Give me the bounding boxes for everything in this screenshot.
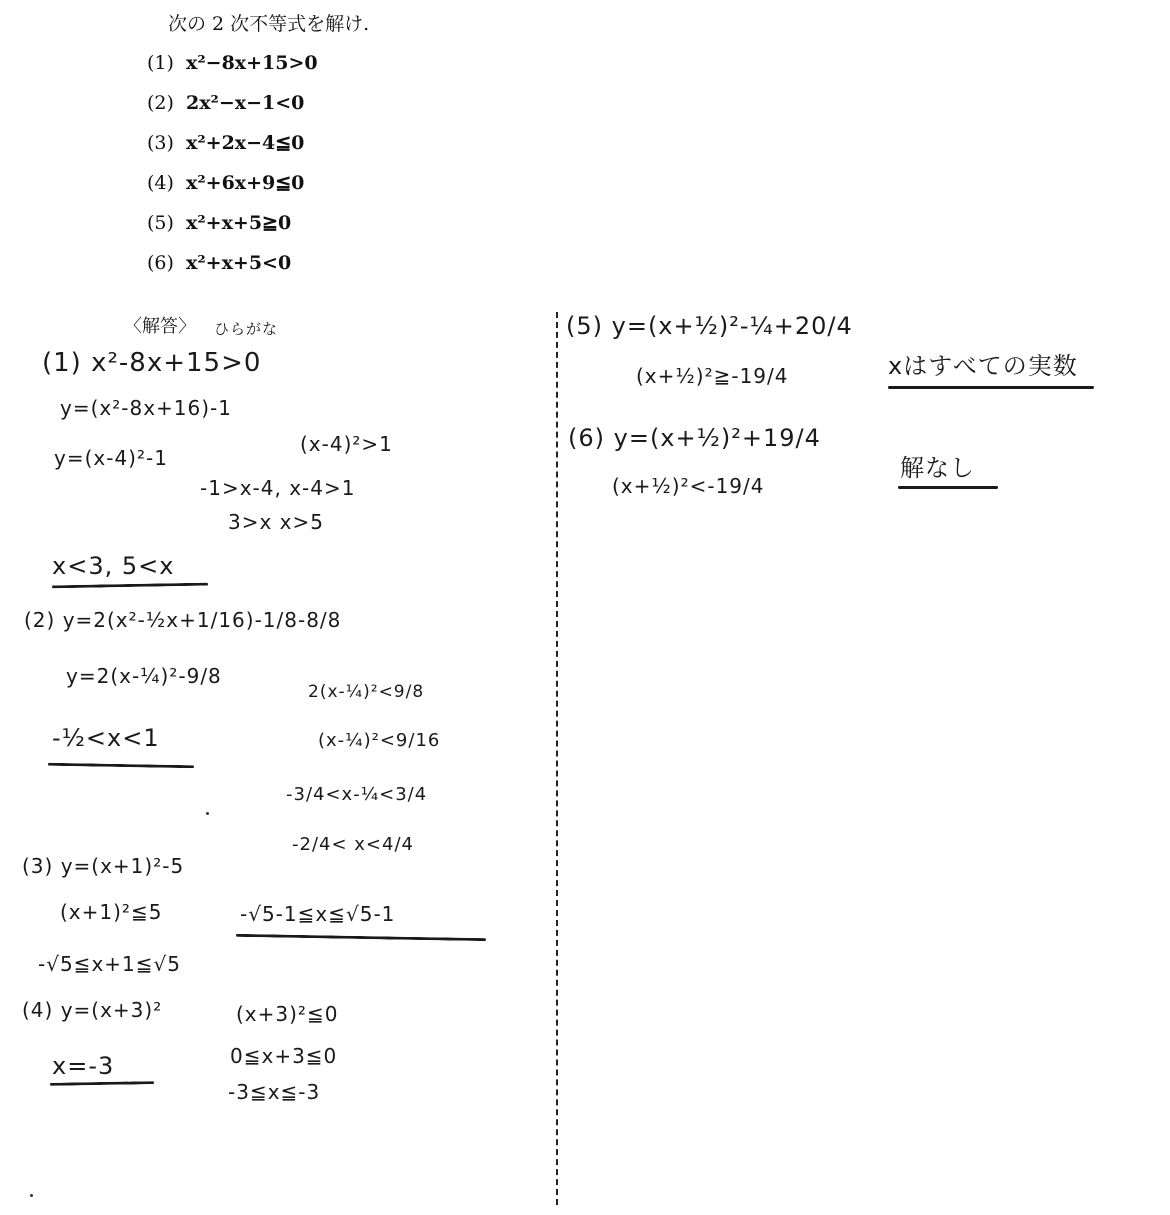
stray-dot: [206, 812, 209, 815]
p1-answer: x<3, 5<x: [52, 552, 175, 580]
problem-1-expression: x²−8x+15>0: [186, 52, 318, 74]
p2-line-5: -3/4<x-¼<3/4: [286, 784, 428, 805]
p2-answer: -½<x<1: [52, 724, 160, 752]
p4-line-3: 0≦x+3≦0: [230, 1044, 338, 1068]
p5-line-1: (5) y=(x+½)²-¼+20/4: [566, 312, 853, 340]
p2-line-1: (2) y=2(x²-½x+1/16)-1/8-8/8: [24, 608, 342, 632]
p3-answer-underline: [236, 934, 486, 941]
instruction-text: 次の 2 次不等式を解け.: [168, 13, 370, 35]
p4-answer-underline: [50, 1081, 154, 1086]
problem-6-expression: x²+x+5<0: [186, 252, 292, 274]
problem-3-number: (3): [147, 132, 174, 154]
stray-dot-bottom: [30, 1194, 33, 1197]
problem-3-expression: x²+2x−4≦0: [186, 132, 305, 154]
p6-answer-underline: [898, 486, 998, 489]
p3-line-1: (3) y=(x+1)²-5: [22, 854, 185, 878]
problem-4-expression: x²+6x+9≦0: [186, 172, 305, 194]
problem-6-number: (6): [147, 252, 174, 274]
problem-1-number: (1): [147, 52, 174, 74]
problem-2-expression: 2x²−x−1<0: [186, 92, 305, 114]
problem-5-expression: x²+x+5≧0: [186, 212, 292, 234]
p1-line-5: -1>x-4, x-4>1: [200, 476, 356, 500]
p1-line-1: (1) x²-8x+15>0: [42, 348, 262, 378]
problem-4-number: (4): [147, 172, 174, 194]
p3-line-2: (x+1)²≦5: [60, 900, 163, 924]
column-divider: [556, 312, 558, 1205]
p3-line-3: -√5≦x+1≦√5: [38, 952, 181, 976]
p1-line-6: 3>x x>5: [228, 510, 324, 534]
answer-note: ひらがな: [214, 320, 279, 338]
p5-answer: xはすべての実数: [888, 352, 1078, 380]
p6-answer: 解なし: [900, 454, 975, 482]
p6-line-1: (6) y=(x+½)²+19/4: [568, 424, 821, 452]
p6-line-2: (x+½)²<-19/4: [612, 474, 765, 498]
answer-heading: 〈解答〉: [124, 316, 196, 337]
problem-5-number: (5): [147, 212, 174, 234]
p1-answer-underline: [52, 583, 208, 589]
p2-line-4: (x-¼)²<9/16: [318, 730, 441, 751]
p2-line-3: 2(x-¼)²<9/8: [308, 682, 425, 702]
p4-line-1: (4) y=(x+3)²: [22, 998, 163, 1022]
p2-line-6: -2/4< x<4/4: [292, 834, 414, 855]
p2-line-2: y=2(x-¼)²-9/8: [66, 664, 222, 688]
p5-line-2: (x+½)²≧-19/4: [636, 364, 789, 388]
p2-answer-underline: [48, 763, 194, 769]
p4-answer: x=-3: [52, 1052, 115, 1080]
p5-answer-underline: [888, 386, 1094, 389]
problem-2-number: (2): [147, 92, 174, 114]
p1-line-2: y=(x²-8x+16)-1: [60, 396, 232, 420]
p1-line-3: y=(x-4)²-1: [54, 446, 168, 470]
p4-line-2: (x+3)²≦0: [236, 1002, 339, 1026]
p1-line-4: (x-4)²>1: [300, 432, 393, 456]
p3-answer: -√5-1≦x≦√5-1: [240, 902, 396, 926]
p4-line-4: -3≦x≦-3: [228, 1080, 321, 1104]
